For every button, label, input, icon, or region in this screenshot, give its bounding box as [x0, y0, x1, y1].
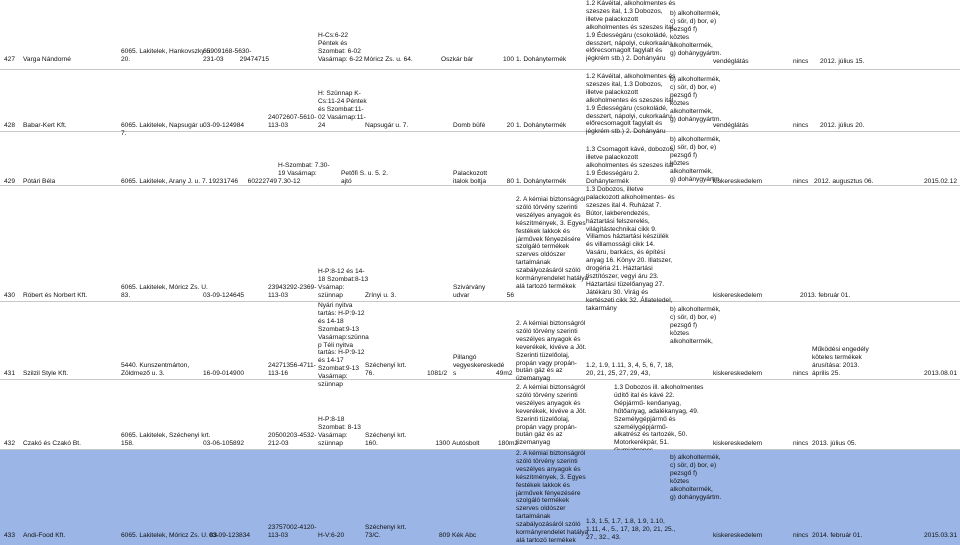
shop-name: Autósbolt [452, 440, 480, 447]
shop-address: Móricz Zs. u. 64. [364, 56, 413, 63]
product-list: 1.3, 1.5, 1.7, 1.8, 1.9, 1.10, 1.11, 4., 5., 17, 18, 20, 21, 25., 27., 32., 43. [586, 518, 676, 541]
table-row [0, 302, 960, 389]
start-date: 2014. február 01. [812, 532, 863, 539]
owner-address: 6065. Lakitelek, Széchenyi krt. 158. [121, 432, 211, 447]
owner-address: 5440. Kunszentmárton, Zöldmező u. 3. [121, 362, 190, 377]
excise-goods: b) alkoholtermék, c) sör, d) bor, e) pezsgő f) köztes alkoholtermék, g) dohánygyártm. [670, 10, 722, 57]
owner-name: Babar-Kert Kft. [23, 122, 67, 129]
owner-address: 6065. Lakitelek, Arany J. u. 7. [121, 178, 208, 185]
row-number: 427 [4, 56, 16, 63]
category: vendéglátás [713, 58, 749, 65]
owner-name: Szilzil Style Kft. [23, 370, 69, 377]
table-row [0, 450, 960, 545]
hazard-notice: 2. A kémiai biztonságról szóló törvény szerinti veszélyes anyagok és keverékek, kivéve a Jöt. Szerinti tüzelőolaj, propán vagy propán- bután gáz és az üzemanyag [516, 320, 587, 383]
category: kiskereskedelem [713, 292, 763, 299]
row-number: 430 [4, 292, 16, 299]
shop-address: Zrínyi u. 3. [365, 292, 397, 299]
owner-name: Andi-Food Kft. [23, 532, 66, 539]
shop-address: Széchenyi krt. 73/C. [365, 524, 407, 539]
tax-number: 03-09-124645 [203, 292, 245, 299]
floor-area: 20 [506, 122, 514, 129]
shop-address: Petőfi S. u. 5. 2. ajtó [341, 170, 388, 185]
product-type: 1. Dohánytermék [516, 56, 567, 63]
hazard-notice: 2. A kémiai biztonságról szóló törvény szerinti veszélyes anyagok és készítmények, 3. Egyes festékek lakkok és járművek fényezésére szolgáló termékek szerves oldószer tartalmának szabályozásáról szóló kormányrendelet hatálya alá tartozó termékek [516, 450, 589, 544]
opening-hours: H-Cs:6-22 Péntek és Szombat: 6-02 Vasárnap: 6-22 [318, 32, 363, 63]
product-list: 1.2, 1.9, 1.11, 3, 4, 5, 6, 7, 18, 20, 21, 25, 27, 29, 43, [586, 362, 674, 377]
opening-hours: H-P:8-18 Szombat: 8-13 Vasárnap: szünnap [318, 416, 361, 447]
flag: nincs [793, 58, 809, 65]
row-number: 431 [4, 370, 16, 377]
parcel-number: 809 [438, 532, 450, 539]
owner-name: Czakó és Czakó Bt. [23, 440, 81, 447]
tax-number: 03-09-124984 [203, 122, 245, 129]
shop-name: Kék Abc [452, 532, 477, 539]
category: kiskereskedelem [713, 532, 763, 539]
product-list: 1.2 Kávéital, alkoholmentes és szeszes ital, 1.3 Dobozos, illetve palackozott alkoholmentes és szeszes ital 1.9 Édességáru (csokoládé, desszert, nápolyi, cukorkaáru, előrecsomagolt fagylalt és jégkrém stb.) 2. Dohányáru [586, 73, 676, 136]
reg-number: 23943292-2369- 113-03 [268, 284, 317, 299]
parcel-number: 1300 [435, 440, 450, 447]
tax-number: 03-09-123834 [209, 532, 251, 539]
owner-name: Pótári Béla [23, 178, 56, 185]
row-number: 428 [4, 122, 16, 129]
table-row [0, 186, 960, 312]
reg-number: 24271356-4711- 113-16 [268, 362, 316, 377]
opening-hours: H: Szünnap K- Cs:11-24 Péntek és Szombat:11- 02 Vasárnap:11- 24 [318, 90, 367, 129]
shop-name: Palackozott italok boltja [453, 170, 488, 185]
excise-goods: b) alkoholtermék, c) sör, d) bor, e) pezsgő f) köztes alkoholtermék, [670, 306, 721, 345]
category: kiskereskedelem [713, 370, 763, 377]
reg-number: 24072607-5610- 113-03 [268, 114, 317, 129]
product-list: 1.3 Dobozos, illetve palackozott alkoholmentes- és szeszes ital 4. Ruházat 7. Bútor, lakberendezés, háztartási felszerelés, világítástechnikai cikk 9. Villamos háztartási készülék és villamossági cikk 14. Vasáru, barkács, és építési anyag 16. Könyv 20. Illatszer, drogéria 21. Háztartási tisztítószer, vegyi áru 23. Háztartási tüzelőanyag 27. Játékáru 30. Virág és kertészeti cikk 32. Állateledel, takarmány [586, 186, 675, 312]
row-number: 432 [4, 440, 16, 447]
table-row [0, 132, 960, 186]
shop-address: Széchenyi krt. 160. [365, 432, 407, 447]
hazard-notice: 2. A kémiai biztonságról szóló törvény szerinti veszélyes anyagok és keverékek, kivéve a Jöt. Szerinti tüzelőolaj, propán vagy propán- bután gáz és az üzemanyag [516, 384, 587, 447]
tax-number: 03-06-105892 [203, 440, 245, 447]
floor-area: 80 [506, 178, 514, 185]
shop-address: Napsugár u. 7. [365, 122, 409, 129]
product-list: 1.2 Kávéital, alkoholmentes és szeszes ital, 1.3 Dobozos, illetve palackozott alkoholmentes és szeszes ital 1.9 Édességáru (csokoládé, desszert, nápolyi, cukorkaáru, előrecsomagolt fagylalt és jégkrém stb.) 2. Dohányáru [586, 0, 676, 63]
shop-name: Pillangó vegyeskereskedé s [453, 354, 505, 377]
excise-goods: b) alkoholtermék, c) sör, d) bor, e) pezsgő f) köztes alkoholtermék, g) dohánygyártm. [670, 136, 722, 183]
row-number: 429 [4, 178, 16, 185]
opening-hours: Nyári nyitva tartás: H-P:9-12 és 14-18 Szombat:9-13 Vasárnap:szünna p Téli nyitva tartás: H-P:9-12 és 14-17 Szombat:9-13 Vasárnap: szünnap [318, 302, 369, 389]
flag: nincs [793, 122, 809, 129]
flag: nincs [793, 440, 809, 447]
reg-number: 20500203-4532- 212-03 [268, 432, 317, 447]
product-type: 1. Dohánytermék [516, 178, 567, 185]
table-row [0, 0, 960, 70]
tax-number: 65909168-5630- 231-03 [203, 48, 252, 63]
tax-number: 19231746 [208, 178, 238, 185]
shop-address: Széchenyi krt. 76. [365, 362, 407, 377]
start-date: 2012. július 20. [820, 122, 865, 129]
owner-address: 6065. Lakitelek, Móricz Zs. U. 83. [121, 532, 219, 539]
floor-area: 56 [506, 292, 514, 299]
floor-area: 180m2 [498, 440, 519, 447]
category: kiskereskedelem [713, 178, 763, 185]
start-date: 2013. február 01. [800, 292, 851, 299]
tax-number: 16-09-014900 [203, 370, 245, 377]
flag: nincs [793, 178, 809, 185]
start-date: 2012. július 15. [820, 58, 865, 65]
owner-address: 6065. Lakitelek, Móricz Zs. U. 83. [121, 284, 208, 299]
opening-hours: H-V:6-20 [318, 532, 345, 539]
flag: nincs [793, 370, 809, 377]
parcel-number: 1081/2 [427, 370, 448, 377]
end-date: 2013.08.01 [924, 370, 958, 377]
shop-name: Domb büfé [453, 122, 486, 129]
opening-hours: H-Szombat: 7.30- 19 Vasárnap: 7.30-12 [278, 162, 330, 185]
flag: nincs [793, 532, 809, 539]
product-list: 1.3 Dobozos ill. alkoholmentes üdítő ital és kávé 22. Gépjármű- kenőanyag, hűtőanyag, adalékanyag, 49. Személygépjármű és személygépjármű- alkatrész és tartozék, 50. Motorkerékpár, 51. [614, 384, 704, 447]
hazard-notice: 2. A kémiai biztonságról szóló törvény szerinti veszélyes anyagok és készítmények, 3. Egyes festékek lakkok és járművek fényezésére szolgáló termékek szerves oldószer tartalmának szabályozásáról szóló kormányrendelet hatálya alá tartozó termékek [516, 196, 589, 290]
table-row [0, 70, 960, 137]
row-number: 433 [4, 532, 16, 539]
end-date: 2015.02.12 [924, 178, 958, 185]
end-date: 2015.03.31 [924, 532, 958, 539]
shop-name: Szivárvány udvar [453, 284, 486, 299]
table-row [0, 380, 960, 450]
start-date: 2013. július 05. [812, 440, 857, 447]
product-type: 1. Dohánytermék [516, 122, 567, 129]
shop-name: Oszkár bár [441, 56, 474, 63]
start-date: 2012. augusztus 06. [814, 178, 874, 185]
reg-number: 23757002-4120- 113-03 [268, 524, 317, 539]
category: kiskereskedelem [713, 440, 763, 447]
owner-address: 6065. Lakitelek, Napsugár u. 7. [121, 122, 205, 137]
category: vendéglátás [713, 122, 749, 129]
excise-goods: b) alkoholtermék, c) sör, d) bor, e) pezsgő f) köztes alkoholtermék, g) dohánygyártm. [670, 454, 722, 501]
license-note: Működési engedély köteles termékek árusítása: 2013. április 25. [812, 346, 869, 377]
excise-goods: b) alkoholtermék, c) sör, d) bor, e) pezsgő f) köztes alkoholtermék, g) dohánygyártm. [670, 76, 722, 123]
owner-name: Varga Nándorné [23, 56, 71, 63]
product-list: 1.3 Csomagolt kávé, dobozos, illetve palackozott alkoholmentes és szeszes ital 1.9 Édességáru 2. Dohánytermék [586, 146, 675, 185]
reg-number: 29474715 [239, 56, 269, 63]
floor-area: 49m2 [496, 370, 513, 377]
reg-number: 60222749 [247, 178, 277, 185]
floor-area: 100 [502, 56, 514, 63]
opening-hours: H-P:8-12 és 14- 18 Szombat:8-13 Vsárnap: szünnap [318, 268, 369, 299]
owner-address: 6065. Lakitelek, Hankovszky u. 20. [121, 48, 212, 63]
owner-name: Róbert és Norbert Kft. [23, 292, 88, 299]
